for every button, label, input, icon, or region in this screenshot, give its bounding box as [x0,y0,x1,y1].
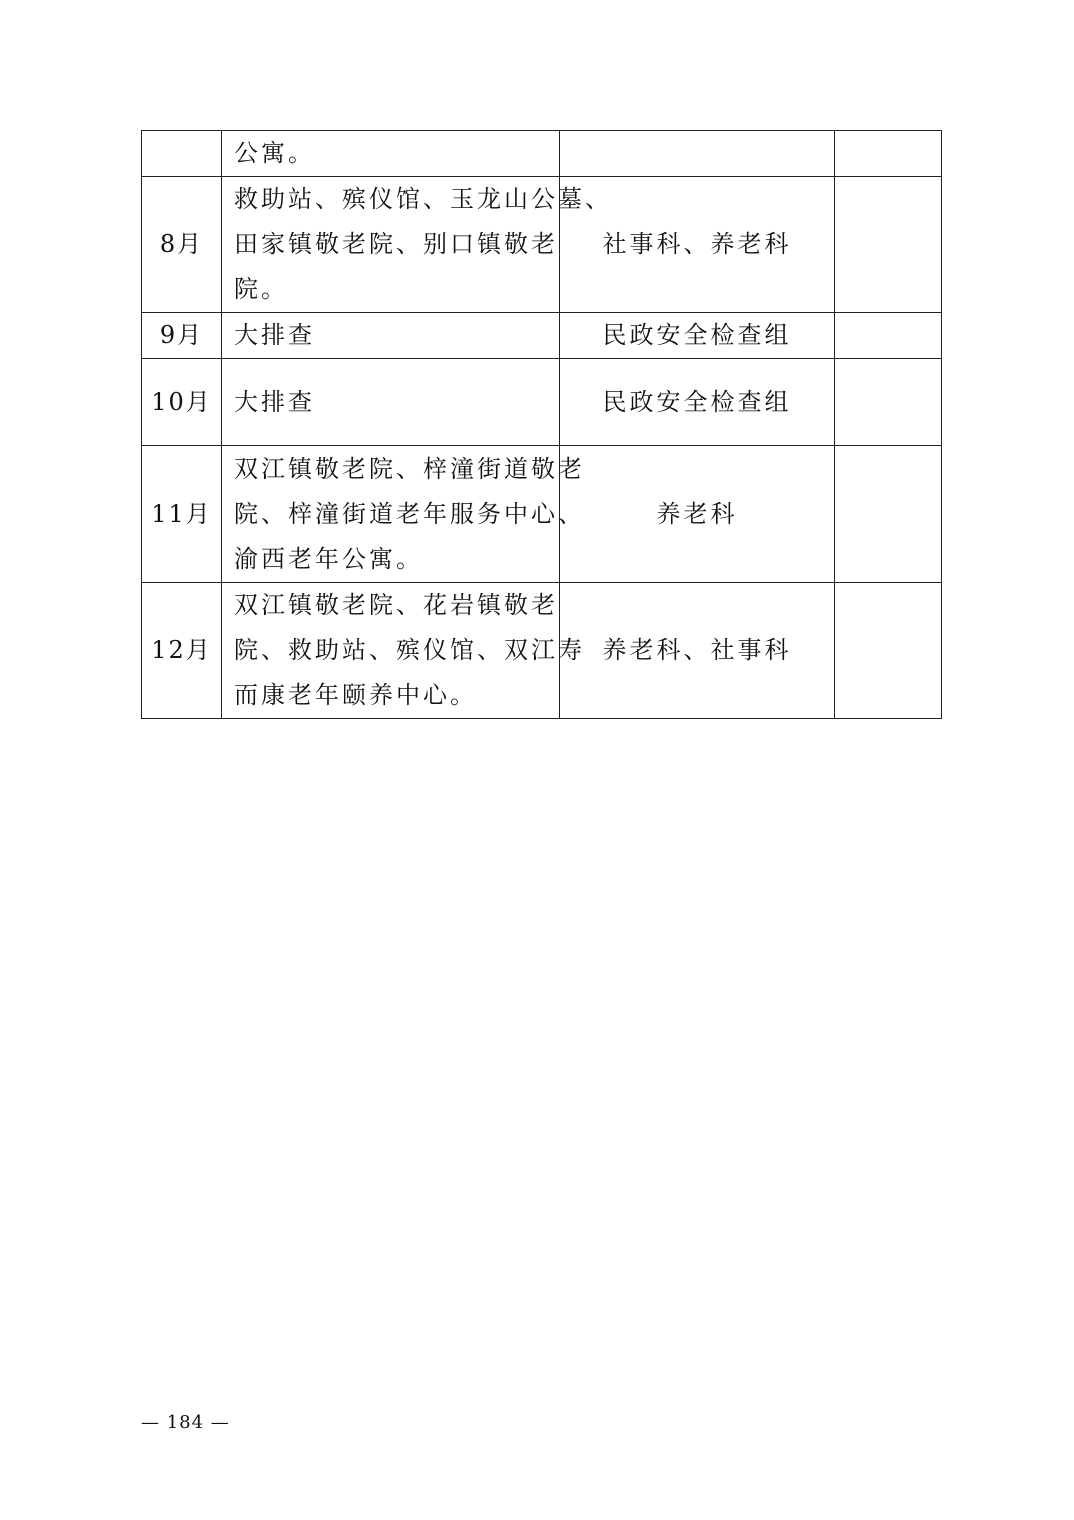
unit-cell: 养老科 [560,446,835,583]
content-cell [222,313,560,359]
content-line: 双江镇敬老院、梓潼街道敬老 [234,454,585,483]
remark-cell [835,359,942,446]
content-cell [222,359,560,446]
content-cell [222,131,560,177]
month-cell: 12月 [142,583,222,719]
content-line: 双江镇敬老院、花岩镇敬老 [234,591,558,619]
month-cell: 11月 [142,446,222,583]
unit-cell [560,131,835,177]
content-line: 田家镇敬老院、别口镇敬老 [234,230,558,258]
month-cell: 10月 [142,359,222,446]
content-line: 院、梓潼街道老年服务中心、 [234,499,585,528]
unit-cell: 民政安全检查组 [560,313,835,359]
unit-cell: 养老科、社事科 [560,583,835,719]
remark-cell [835,177,942,313]
unit-cell: 民政安全检查组 [560,359,835,446]
remark-cell [835,446,942,583]
remark-cell [835,313,942,359]
month-cell: 8月 [142,177,222,313]
table-row [142,446,942,583]
content-cell [222,177,612,313]
content-cell [222,446,585,583]
content-line: 大排查 [234,321,315,349]
table-row [142,583,942,719]
content-line: 公寓。 [234,139,315,167]
month-cell [142,131,222,177]
content-cell [222,583,585,719]
content-line: 救助站、殡仪馆、玉龙山公墓、 [234,185,612,213]
month-cell: 9月 [142,313,222,359]
table-row [142,177,942,313]
schedule-table [141,130,942,719]
table-row [142,313,942,359]
unit-cell: 社事科、养老科 [560,177,835,313]
content-line: 渝西老年公寓。 [234,544,423,573]
content-line: 院。 [234,275,288,303]
content-line: 院、救助站、殡仪馆、双江寿 [234,636,585,664]
table-row [142,131,942,177]
content-line: 大排查 [234,387,315,416]
remark-cell [835,583,942,719]
content-line: 而康老年颐养中心。 [234,681,477,709]
table-row [142,359,942,446]
page-number: — 184 — [141,1412,230,1433]
remark-cell [835,131,942,177]
